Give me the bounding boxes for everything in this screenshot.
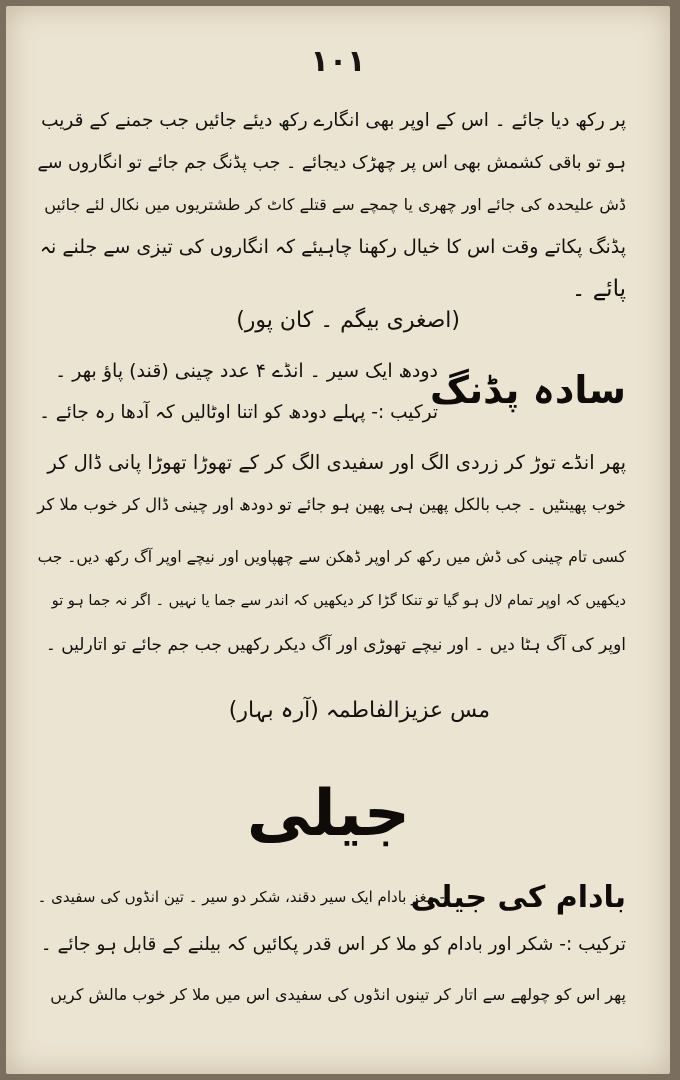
page-text: [6, 6, 670, 1074]
text-line: کسی تام چینی کی ڈش میں رکھ کر اوپر ڈھکن سے چھپاویں اور نیچے اوپر آگ رکھ دیں۔ جب: [37, 548, 626, 566]
recipe-title: سادہ پڈنگ: [429, 368, 626, 412]
book-page: [6, 6, 670, 1074]
text-line: ڈش علیحدہ کی جائے اور چھری یا چمچے سے قتلے کاٹ کر طشتریوں میں نکال لئے جائیں: [44, 195, 626, 214]
text-line: پر رکھ دیا جائے ۔ اس کے اوپر بھی انگارے رکھ دیئے جائیں جب جمنے کے قریب: [41, 110, 626, 131]
text-line: خوب پھینٹیں ۔ جب بالکل پھین ہی پھین ہو جائے تو دودھ اور چینی ڈال کر خوب ملا کر: [37, 495, 626, 514]
ingredients-line: دودھ ایک سیر ۔ انڈے ۴ عدد چینی (قند) پاؤ بھر ۔: [55, 360, 438, 382]
text-line: ہو تو باقی کشمش بھی اس پر چھڑک دیجائے ۔ جب پڈنگ جم جائے تو انگاروں سے: [37, 153, 626, 173]
text-line: پھر اس کو چولھے سے اتار کر تینوں انڈوں کی سفیدی اس میں ملا کر خوب مالش کریں: [50, 985, 626, 1004]
method-line: ترکیب :- پہلے دودھ کو اتنا اوٹالیں کہ آدھا رہ جائے ۔: [39, 402, 438, 423]
recipe-credit: (اصغری بیگم ۔ کان پور): [236, 308, 460, 333]
method-line: ترکیب :- شکر اور بادام کو ملا کر اس قدر پکائیں کہ بیلنے کے قابل ہو جائے ۔: [40, 934, 626, 955]
recipe-credit: مس عزیزالفاطمہ (آرہ بہار): [228, 698, 490, 723]
text-line: دیکھیں کہ اوپر تمام لال ہو گیا تو تنکا گڑا کر دیکھیں کہ اندر سے جما یا نہیں ۔ اگر نہ جما ہو تو: [51, 593, 626, 609]
recipe-title: بادام کی جیلی: [410, 880, 626, 915]
section-title: جیلی: [246, 777, 410, 851]
ingredients-line: :- مغز بادام ایک سیر دقند، شکر دو سیر ۔ تین انڈوں کی سفیدی ۔: [37, 888, 450, 906]
text-line: پھر انڈے توڑ کر زردی الگ اور سفیدی الگ کر کے تھوڑا تھوڑا پانی ڈال کر: [47, 451, 626, 474]
text-line: پڈنگ پکاتے وقت اس کا خیال رکھنا چاہیئے کہ انگاروں کی تیزی سے جلنے نہ: [39, 236, 626, 258]
text-line: پائے ۔: [571, 276, 626, 302]
text-line: اوپر کی آگ ہٹا دیں ۔ اور نیچے تھوڑی اور آگ دیکر رکھیں جب جم جائے تو اتارلیں ۔: [45, 635, 626, 655]
page-number: ۱۰۱: [310, 44, 366, 79]
